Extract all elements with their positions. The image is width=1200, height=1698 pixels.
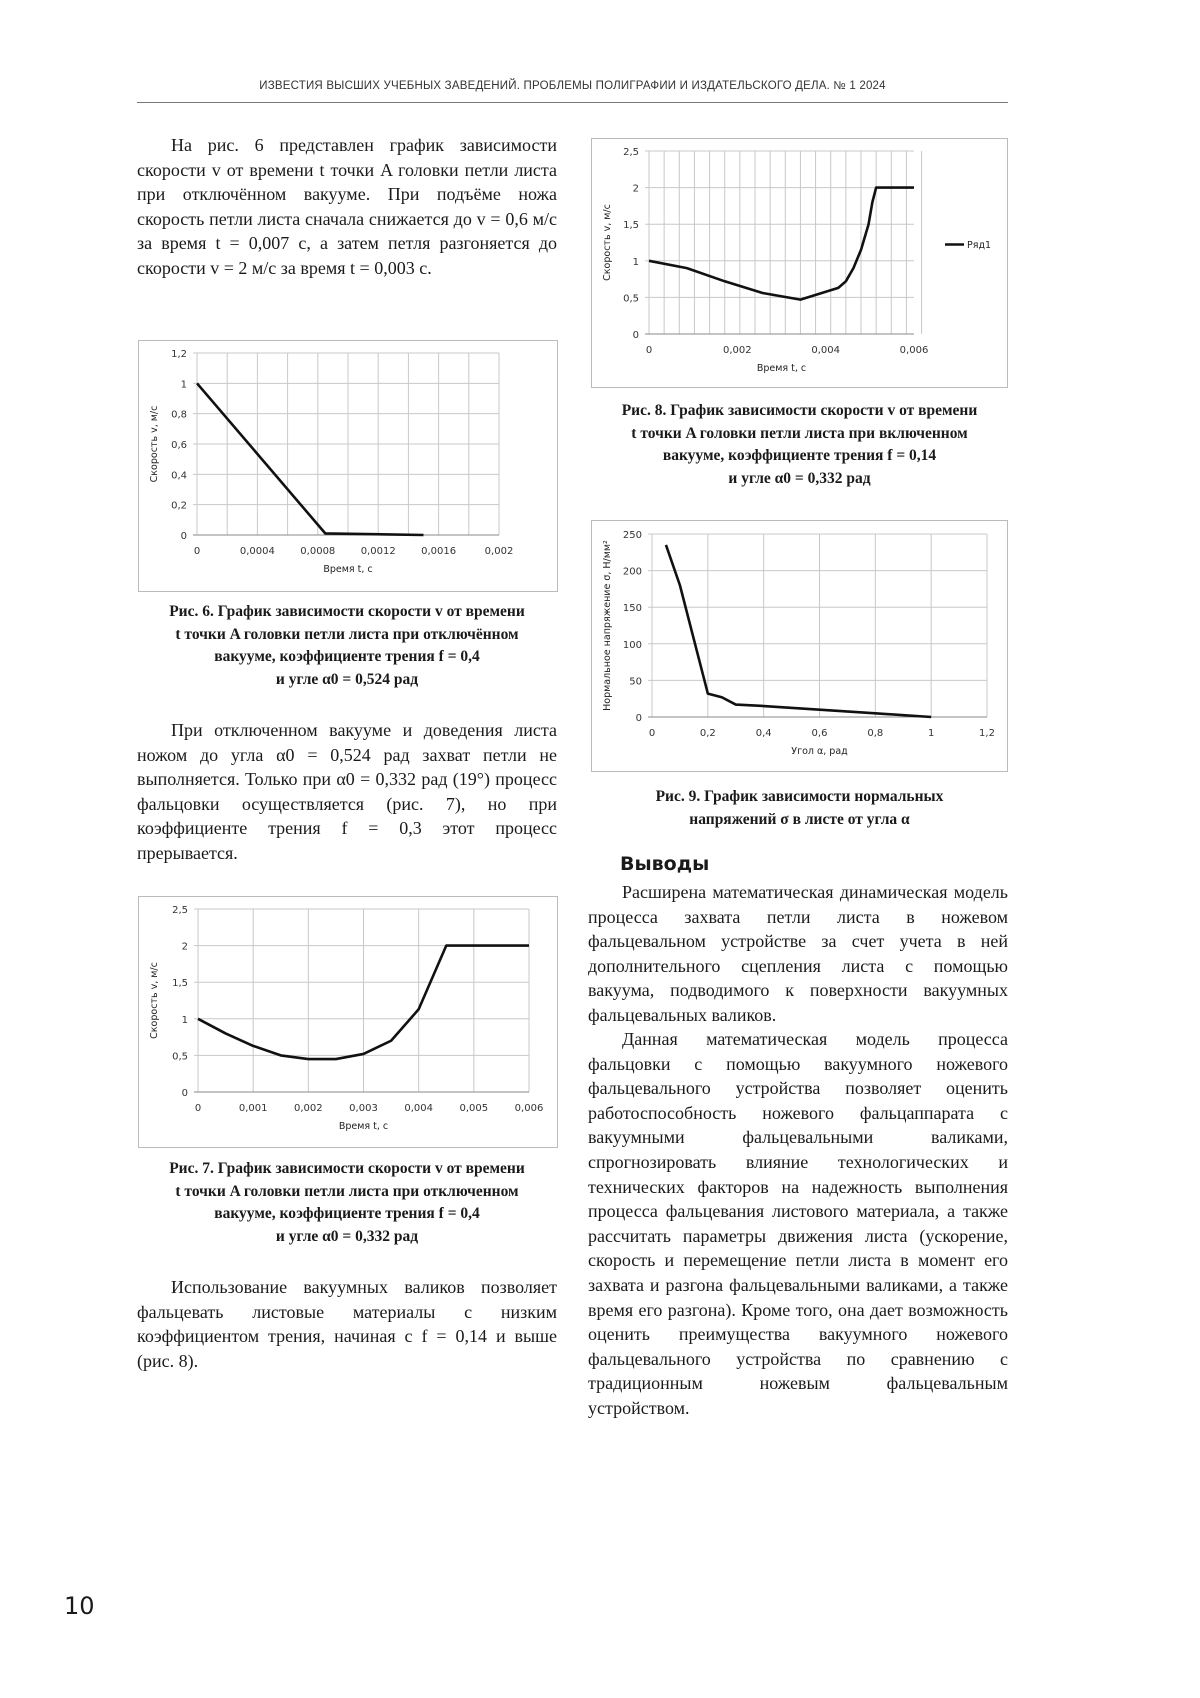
y-tick-label: 0,5: [623, 293, 639, 305]
x-tick-label: 0,004: [811, 345, 840, 356]
y-tick-label: 1: [181, 1014, 188, 1026]
x-tick-label: 0,006: [514, 1103, 544, 1114]
x-tick-label: 1,2: [979, 728, 995, 739]
x-tick-label: 0,0008: [300, 546, 336, 557]
caption-line: Рис. 8. График зависимости скорости v от времени: [621, 402, 978, 419]
chart-fig7: [138, 896, 558, 1148]
y-axis-label: Скорость v, м/с: [149, 405, 160, 483]
y-tick-label: 0: [181, 1088, 188, 1099]
paragraph-conclusion-1: Расширена математическая динамическая модель процесса захвата петли листа в ножевом фальцевальном устройстве за счет учета в ней дополнительного сцепления листа с помощью вакуума, подводимого к поверхности вакуумных фальцевальных валиков.: [588, 882, 1008, 1025]
caption-line: и угле α0 = 0,332 рад: [728, 469, 871, 487]
series-line: [649, 188, 914, 300]
x-tick-label: 0: [645, 345, 653, 356]
y-tick-label: 2: [632, 183, 639, 195]
caption-line: вакууме, коэффициенте трения f = 0,14: [662, 447, 937, 464]
paragraph-angle: При отключенном вакууме и доведения листа ножом до угла α0 = 0,524 рад захват петли не выполняется. Только при α0 = 0,332 рад (19°) процесс фальцовки осуществляется (рис. 7), но при коэффициенте трения f = 0,3 этот процесс прерывается.: [137, 720, 557, 863]
x-tick-label: 0,004: [404, 1103, 433, 1114]
running-header: ИЗВЕСТИЯ ВЫСШИХ УЧЕБНЫХ ЗАВЕДЕНИЙ. ПРОБЛЕМЫ ПОЛИГРАФИИ И ИЗДАТЕЛЬСКОГО ДЕЛА. № 1 2024: [259, 80, 886, 92]
y-tick-label: 0,6: [171, 440, 187, 451]
caption-line: Рис. 7. График зависимости скорости v от времени: [169, 1160, 525, 1177]
series-line: [197, 383, 424, 535]
x-tick-label: 0,006: [899, 345, 929, 356]
x-tick-label: 0,6: [811, 728, 828, 739]
y-tick-label: 0,2: [171, 500, 187, 512]
caption-line: t точки A головки петли листа при отключенном: [175, 1182, 519, 1200]
paragraph-vacuum-rollers: Использование вакуумных валиков позволяет фальцевать листовые материалы с низким коэффициентом трения, начиная с f = 0,14 и выше (рис. 8).: [137, 1277, 557, 1371]
section-heading-conclusions: Выводы: [620, 853, 710, 875]
y-tick-label: 200: [622, 566, 642, 578]
y-tick-label: 0,8: [171, 409, 187, 421]
x-axis-label: Время t, с: [323, 564, 373, 575]
caption-line: t точки A головки петли листа при включенном: [631, 424, 968, 442]
x-tick-label: 0,002: [294, 1103, 323, 1114]
y-tick-label: 2,5: [172, 905, 188, 916]
page-number: 10: [64, 1592, 95, 1620]
y-tick-label: 250: [622, 530, 642, 541]
y-tick-label: 1,2: [171, 349, 187, 360]
caption-line: напряжений σ в листе от угла α: [689, 810, 910, 828]
y-tick-label: 0,4: [171, 470, 187, 482]
x-tick-label: 0,8: [867, 728, 884, 739]
x-tick-label: 0: [193, 546, 201, 557]
y-tick-label: 2: [181, 941, 188, 953]
caption-line: Рис. 6. График зависимости скорости v от времени: [169, 603, 525, 620]
x-tick-label: 1: [927, 728, 935, 739]
chart-fig6: [138, 340, 558, 592]
y-tick-label: 0: [635, 713, 642, 724]
y-tick-label: 1: [632, 256, 639, 268]
x-tick-label: 0,002: [484, 546, 514, 557]
x-tick-label: 0,0012: [360, 546, 396, 557]
paragraph-conclusion-2: Данная математическая модель процесса фальцовки с помощью вакуумного ножевого фальцевального устройства позволяет оценить работоспособность ножевого фальцаппарата с вакуумными фальцевальными валиками, спрогнозировать влияние технологических и технических факторов на надежность выполнения процесса фальцевания листового материала, а также рассчитать параметры движения листа (ускорение, скорость и перемещение петли листа в момент его захвата и разгона фальцевальными валиками, а также время его разгона). Кроме того, она дает возможность оценить преимущества вакуумного ножевого фальцевального устройства по сравнению с традиционным ножевым фальцевальным устройством.: [588, 1029, 1008, 1418]
x-tick-label: 0,0004: [239, 546, 275, 557]
x-axis-label: Угол α, рад: [791, 746, 848, 757]
paragraph-fig6-intro: На рис. 6 представлен график зависимости скорости v от времени t точки A головки петли листа при отключённом вакууме. При подъёме ножа скорость петли листа сначала снижается до v = 0,6 м/с за время t = 0,007 с, а затем петля разгоняется до скорости v = 2 м/с за время t = 0,003 с.: [137, 135, 557, 278]
chart-fig9: [591, 520, 1008, 772]
x-tick-label: 0,005: [459, 1103, 489, 1114]
x-tick-label: 0,001: [238, 1103, 268, 1114]
caption-fig9: [591, 786, 1008, 831]
x-tick-label: 0,4: [755, 728, 772, 739]
x-tick-label: 0: [648, 728, 656, 739]
y-tick-label: 100: [622, 639, 642, 651]
y-tick-label: 1,5: [172, 978, 188, 990]
x-tick-label: 0,0016: [421, 546, 457, 557]
caption-line: вакууме, коэффициенте трения f = 0,4: [214, 1205, 480, 1222]
y-tick-label: 0: [632, 330, 639, 341]
y-axis-label: Скорость v, м/с: [602, 204, 613, 281]
y-tick-label: 0,5: [172, 1051, 188, 1063]
x-axis-label: Время t, с: [756, 363, 807, 374]
caption-fig7: [137, 1158, 557, 1248]
caption-line: Рис. 9. График зависимости нормальных: [655, 788, 944, 805]
y-tick-label: 2,5: [623, 147, 639, 158]
y-tick-label: 1,5: [623, 220, 639, 232]
x-axis-label: Время t, с: [338, 1121, 389, 1132]
caption-fig6: [137, 601, 557, 691]
x-tick-label: 0,002: [723, 345, 752, 356]
chart-fig8: [591, 138, 1008, 388]
caption-line: вакууме, коэффициенте трения f = 0,4: [214, 648, 480, 665]
y-tick-label: 0: [180, 531, 187, 542]
y-tick-label: 1: [180, 379, 187, 391]
legend-label: Ряд1: [967, 240, 992, 251]
caption-line: t точки A головки петли листа при отключённом: [175, 625, 519, 643]
y-tick-label: 50: [629, 676, 642, 688]
caption-fig8: [591, 400, 1008, 490]
x-tick-label: 0,2: [699, 728, 716, 739]
caption-line: и угле α0 = 0,524 рад: [275, 670, 419, 688]
caption-line: и угле α0 = 0,332 рад: [275, 1227, 419, 1245]
y-axis-label: Нормальное напряжение σ, Н/мм²: [602, 540, 613, 711]
y-tick-label: 150: [622, 603, 642, 615]
x-tick-label: 0: [194, 1103, 202, 1114]
x-tick-label: 0,003: [349, 1103, 378, 1114]
y-axis-label: Скорость v, м/с: [149, 962, 160, 1039]
header-rule: [137, 102, 1008, 103]
